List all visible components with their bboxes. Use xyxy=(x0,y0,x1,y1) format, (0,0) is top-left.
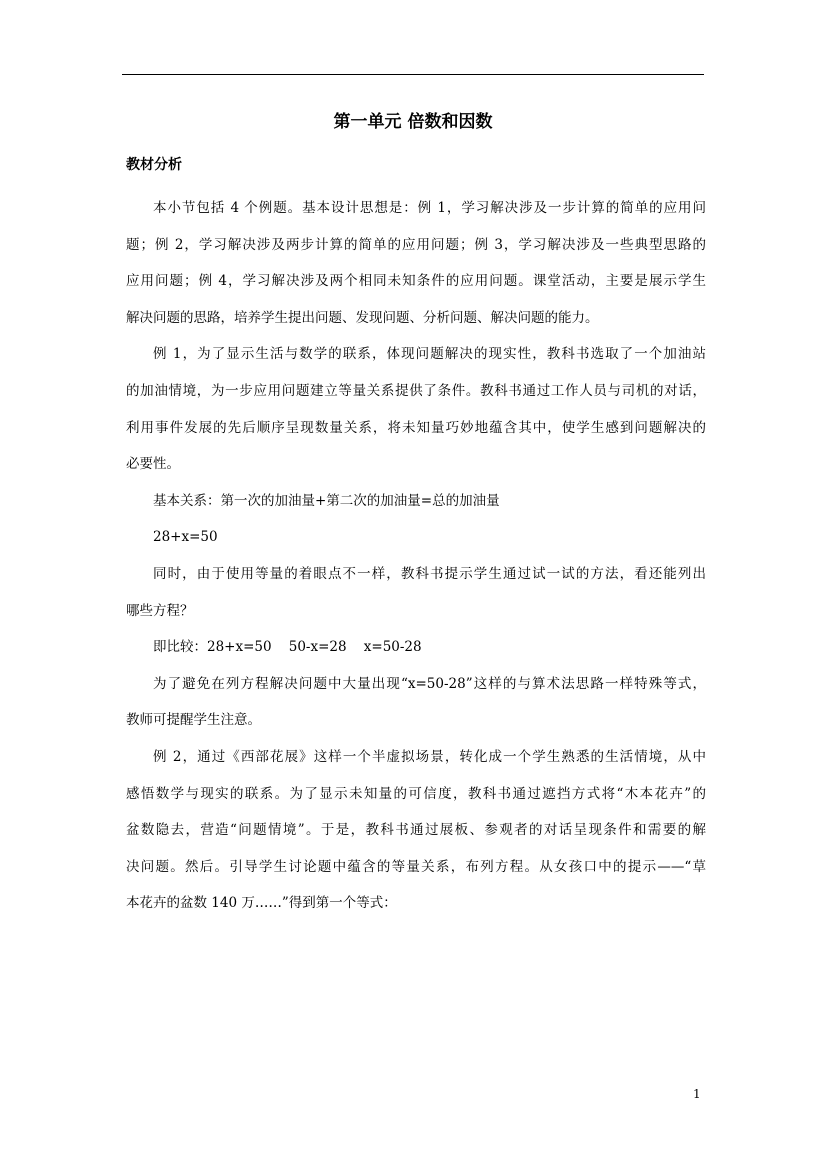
page-number: 1 xyxy=(693,1087,701,1101)
text-line: 哪些方程？ xyxy=(126,602,194,619)
text-line: 例 1，为了显示生活与数学的联系，体现问题解决的现实性，教科书选取了一个加油站 xyxy=(153,346,706,363)
text-line: 本小节包括 4 个例题。基本设计思想是：例 1，学习解决涉及一步计算的简单的应用问 xyxy=(153,200,706,216)
body-text xyxy=(126,190,706,922)
section-heading: 教材分析 xyxy=(126,157,182,173)
text-line: 28+x=50 xyxy=(153,529,218,546)
text-line: 应用问题；例 4，学习解决涉及两个相同未知条件的应用问题。课堂活动，主要是展示学生 xyxy=(126,273,706,290)
text-line: 基本关系：第一次的加油量+第二次的加油量=总的加油量 xyxy=(153,492,500,509)
header-rule xyxy=(122,74,704,75)
text-line: 的加油情境，为一步应用问题建立等量关系提供了条件。教科书通过工作人员与司机的对话， xyxy=(126,382,706,399)
text-line: 为了避免在列方程解决问题中大量出现“x=50-28”这样的与算术法思路一样特殊等式， xyxy=(153,675,706,692)
text-line: 本花卉的盆数 140 万……”得到第一个等式： xyxy=(126,895,397,912)
text-line: 解决问题的思路，培养学生提出问题、发现问题、分析问题、解决问题的能力。 xyxy=(126,309,599,326)
text-line: 盆数隐去，营造“问题情境”。于是，教科书通过展板、参观者的对话呈现条件和需要的解 xyxy=(126,822,706,839)
text-line: 即比较：28+x=50 50-x=28 x=50-28 xyxy=(153,639,422,656)
text-line: 决问题。然后。引导学生讨论题中蕴含的等量关系，布列方程。从女孩口中的提示——“草 xyxy=(126,858,706,875)
text-line: 同时，由于使用等量的着眼点不一样，教科书提示学生通过试一试的方法，看还能列出 xyxy=(153,565,706,582)
text-line: 例 2，通过《西部花展》这样一个半虚拟场景，转化成一个学生熟悉的生活情境，从中 xyxy=(153,748,706,765)
text-line: 题；例 2，学习解决涉及两步计算的简单的应用问题；例 3，学习解决涉及一些典型思路的 xyxy=(126,236,706,253)
text-line: 利用事件发展的先后顺序呈现数量关系，将未知量巧妙地蕴含其中，使学生感到问题解决的 xyxy=(126,419,706,436)
text-line: 感悟数学与现实的联系。为了显示未知量的可信度，教科书通过遮挡方式将“木本花卉”的 xyxy=(126,785,706,802)
page-title: 第一单元 倍数和因数 xyxy=(333,112,493,132)
text-line: 教师可提醒学生注意。 xyxy=(126,712,261,729)
text-line: 必要性。 xyxy=(126,456,180,473)
